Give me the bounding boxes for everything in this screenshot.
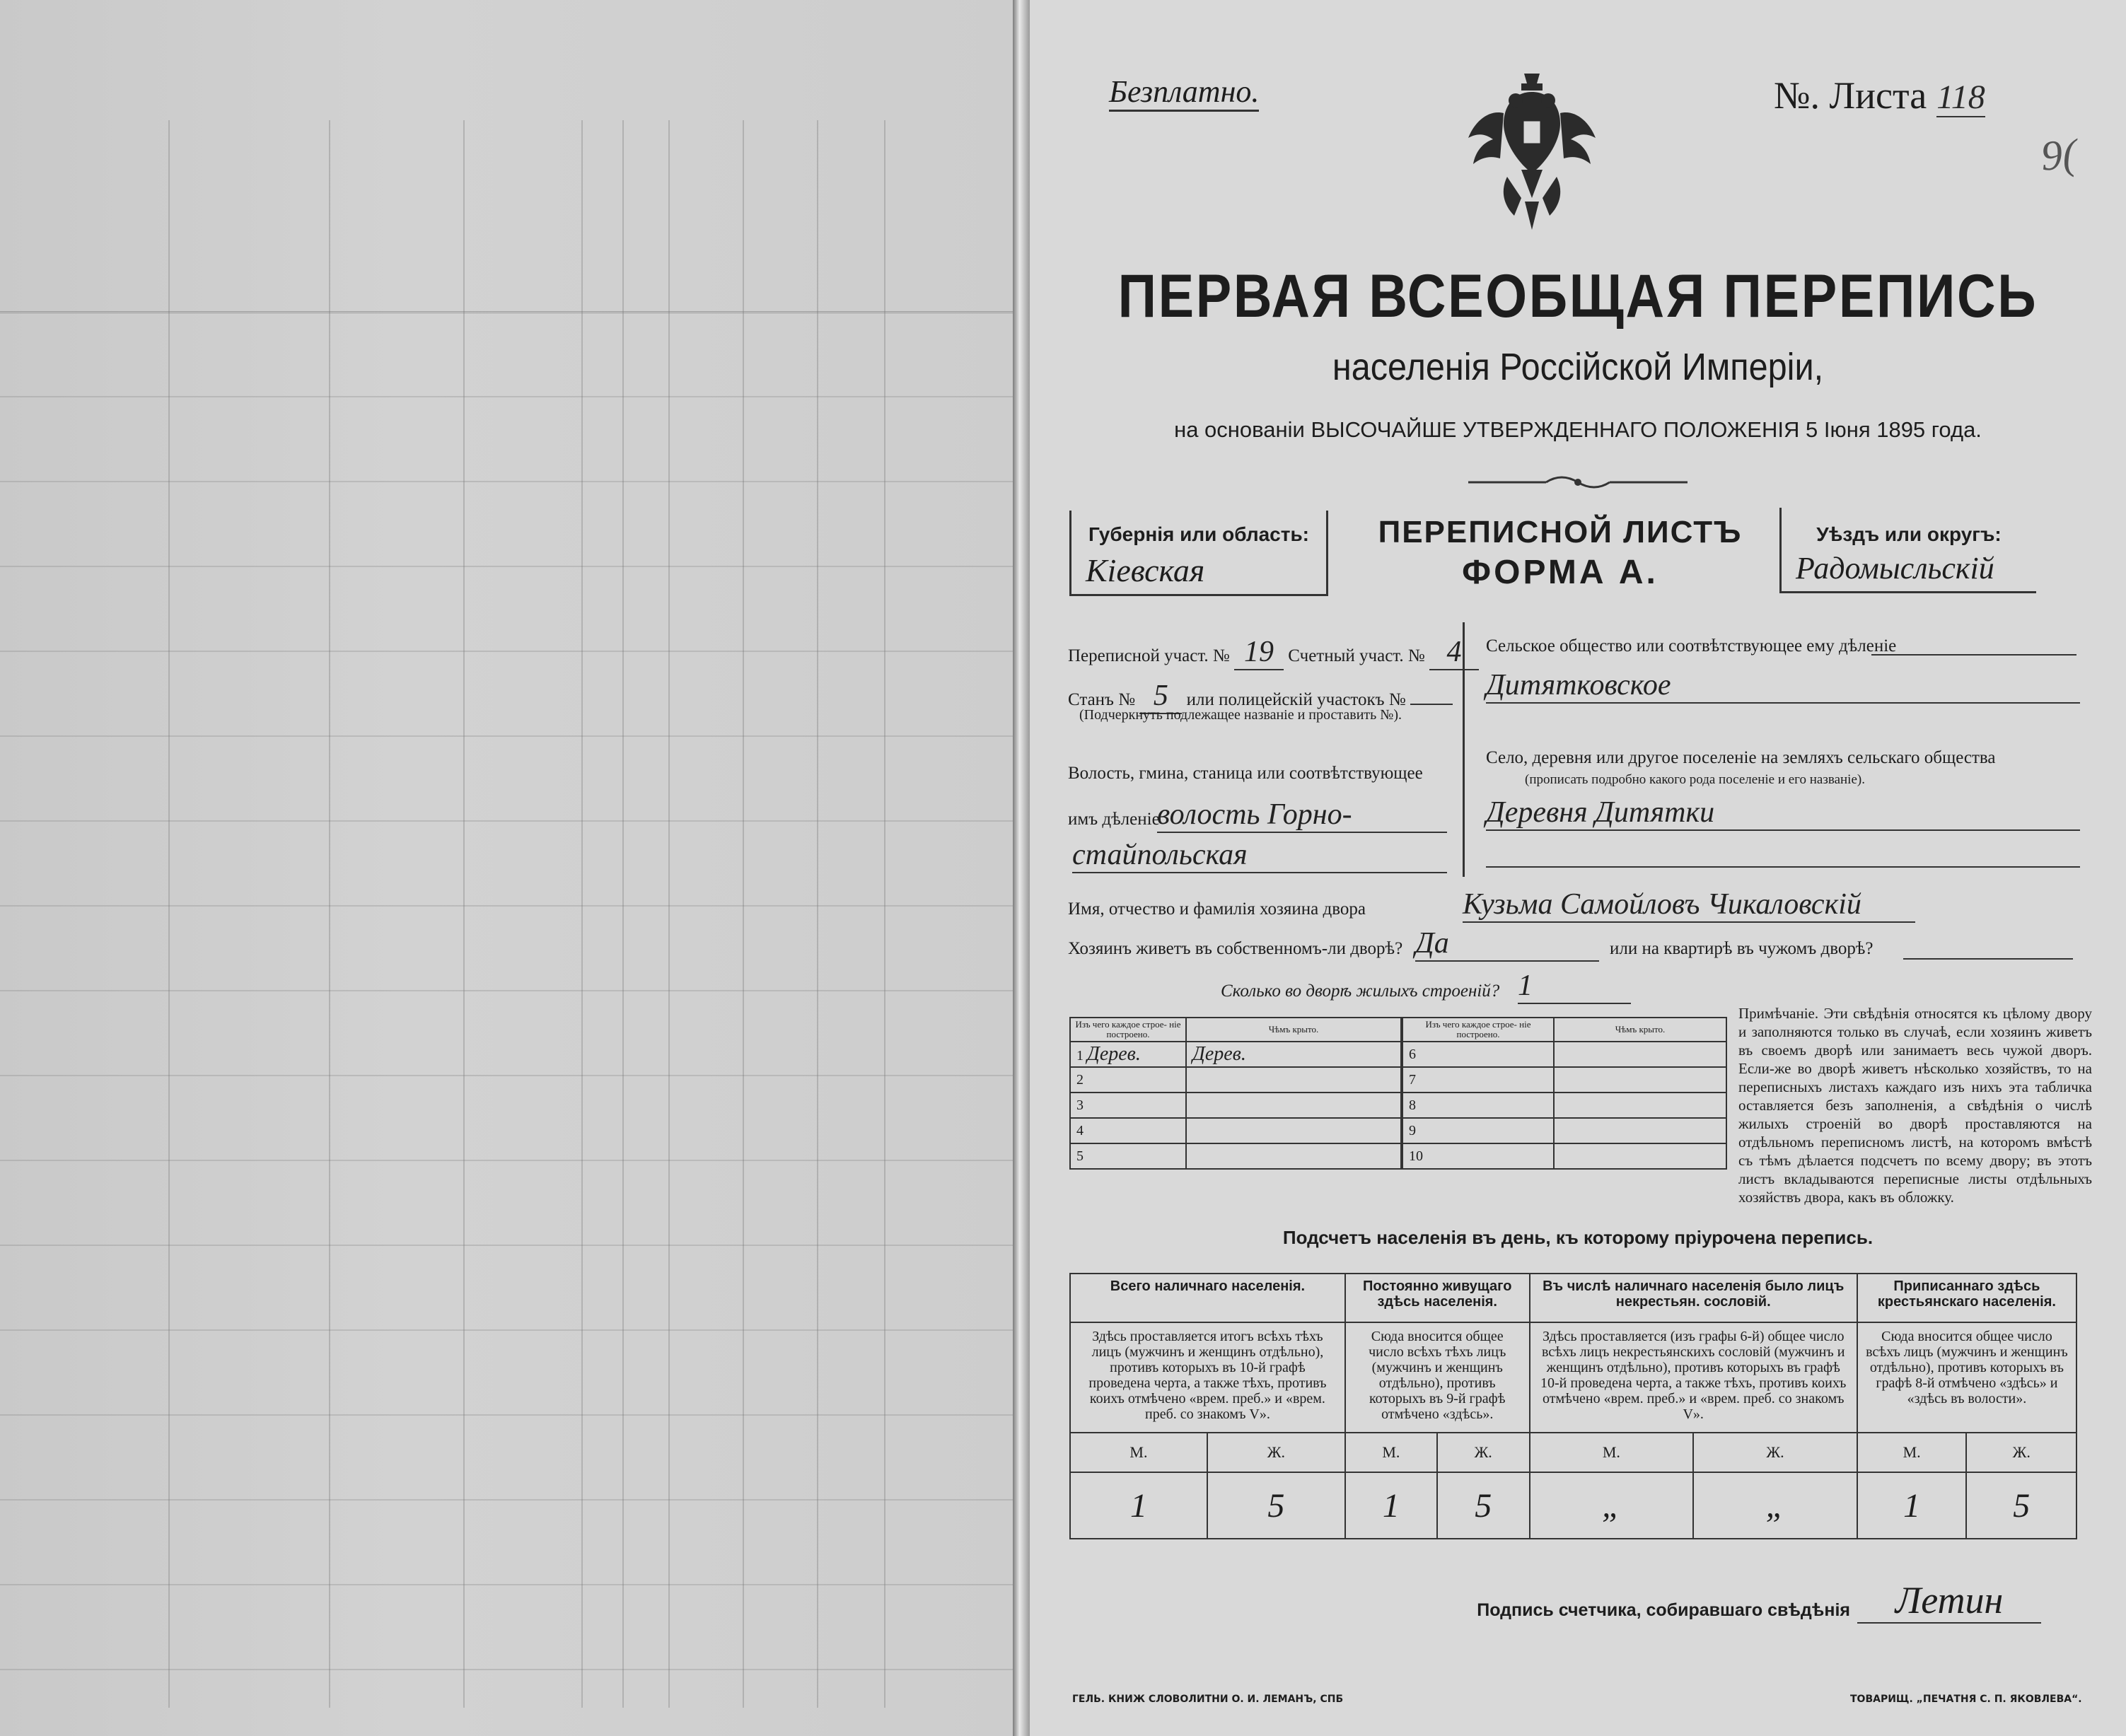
ghost-column-line xyxy=(581,120,583,1708)
table-row xyxy=(1402,1067,1726,1093)
ghost-column-line xyxy=(168,120,170,1708)
obshchestvo-label: Сельское общество или соотвѣтствующее ему дѣленіе xyxy=(1486,636,1897,656)
table-row xyxy=(1402,1118,1726,1143)
male-label: М. xyxy=(1070,1433,1207,1472)
ghost-row-line xyxy=(0,396,1013,397)
col-material-header: Изъ чего каждое строе- ніе построено. xyxy=(1402,1018,1554,1042)
roof-value xyxy=(1554,1042,1726,1067)
buildings-table-left xyxy=(1069,1017,1402,1170)
page-subtitle: населенія Россійской Имперіи, xyxy=(1332,346,1824,388)
female-label: Ж. xyxy=(1693,1433,1857,1472)
volost-value-2: стайпольская xyxy=(1072,838,1447,873)
male-label: М. xyxy=(1530,1433,1694,1472)
owner-value: Кузьма Самойловъ Чикаловскій xyxy=(1463,887,1915,923)
nonpeasant-female-value: „ xyxy=(1693,1472,1857,1539)
form-title: ПЕРЕПИСНОЙ ЛИСТЪ xyxy=(1378,515,1743,549)
roof-value xyxy=(1554,1067,1726,1093)
selo-hint: (прописать подробно какого рода поселеніе и его названіе). xyxy=(1525,772,1865,787)
census-form-page xyxy=(1030,0,2126,1736)
uezd-label: Уѣздъ или округъ: xyxy=(1816,523,2002,545)
stan-label: Станъ № xyxy=(1068,690,1136,709)
volost-value-1: волость Горно- xyxy=(1157,798,1447,833)
ghost-row-line xyxy=(0,1669,1013,1670)
rent-blank xyxy=(1903,958,2073,960)
legal-basis-line: на основаніи ВЫСОЧАЙШЕ УТВЕРЖДЕННАГО ПОЛОЖЕНІЯ 5 Іюня 1895 года. xyxy=(1174,417,1982,442)
row-number: 1 xyxy=(1076,1048,1084,1064)
ghost-column-line xyxy=(668,120,670,1708)
ghost-row-line xyxy=(0,1499,1013,1501)
enumerator-signature: Летин xyxy=(1857,1578,2041,1624)
count-col-nonpeasant-desc: Здѣсь проставляется (изъ графы 6-й) общее число всѣхъ лицъ некрестьянскихъ сословій (мужчинъ и женщинъ отдѣльно), противъ которыхъ въ графѣ 10-й проведена черта, а также тѣхъ, противъ коихъ отмѣчено «врем. преб.» и «врем. преб. со знакомъ V». xyxy=(1530,1322,1857,1433)
selo-label: Село, деревня или другое поселеніе на земляхъ сельскаго общества xyxy=(1486,748,1996,767)
book-spine xyxy=(1013,0,1030,1736)
row-number: 6 xyxy=(1402,1042,1554,1067)
table-row xyxy=(1402,1042,1726,1067)
roof-value xyxy=(1186,1093,1401,1118)
male-label: М. xyxy=(1345,1433,1437,1472)
female-label: Ж. xyxy=(1437,1433,1530,1472)
gubernia-value: Кіевская xyxy=(1086,552,1205,588)
ghost-row-line xyxy=(0,820,1013,822)
ornament-divider-icon xyxy=(1468,474,1688,491)
obshchestvo-blank xyxy=(1871,654,2076,656)
stan-value: 5 xyxy=(1139,679,1182,714)
uchastok-field xyxy=(1068,635,1479,670)
ghost-row-line xyxy=(0,651,1013,652)
selo-blank-line xyxy=(1486,866,2080,868)
ghost-row-line xyxy=(0,481,1013,482)
sheet-number xyxy=(1774,74,1985,117)
selo-value: Деревня Дитятки xyxy=(1486,796,2080,831)
male-label: М. xyxy=(1857,1433,1967,1472)
stan-rest-label: или полицейскій участокъ № xyxy=(1186,690,1406,709)
schet-value: 4 xyxy=(1429,635,1479,670)
ghost-column-line xyxy=(622,120,624,1708)
roof-value: Дерев. xyxy=(1192,1043,1246,1065)
table-row xyxy=(1070,1067,1401,1093)
count-col-total-header: Всего наличнаго населенія. xyxy=(1070,1274,1345,1322)
free-label: Безплатно. xyxy=(1109,74,1259,112)
roof-value xyxy=(1554,1093,1726,1118)
roof-value xyxy=(1186,1143,1401,1169)
ghost-row-line xyxy=(0,990,1013,991)
table-row xyxy=(1402,1093,1726,1118)
permanent-female-value: 5 xyxy=(1437,1472,1530,1539)
ghost-row-line xyxy=(0,566,1013,567)
roof-value xyxy=(1554,1118,1726,1143)
corner-handwritten-note: 9( xyxy=(2039,130,2079,180)
count-col-permanent-header: Постоянно живущаго здѣсь населенія. xyxy=(1345,1274,1530,1322)
ghost-column-line xyxy=(817,120,818,1708)
uchastok-label: Переписной участ. № xyxy=(1068,646,1230,665)
signature-label: Подпись счетчика, собиравшаго свѣдѣнія xyxy=(1477,1600,1850,1620)
owner-field xyxy=(1068,899,1366,919)
ghost-column-line xyxy=(329,120,330,1708)
permanent-male-value: 1 xyxy=(1345,1472,1437,1539)
volost-label: Волость, гмина, станица или соотвѣтствующее xyxy=(1068,764,1423,783)
table-row xyxy=(1070,1143,1401,1169)
uezd-box xyxy=(1779,508,2036,593)
uezd-value: Радомысльскій xyxy=(1796,551,1994,586)
page-title: ПЕРВАЯ ВСЕОБЩАЯ ПЕРЕПИСЬ xyxy=(1117,262,2038,330)
col-roof-header: Чѣмъ крыто. xyxy=(1186,1018,1401,1042)
roof-value xyxy=(1186,1118,1401,1143)
total-male-value: 1 xyxy=(1070,1472,1207,1539)
row-number: 4 xyxy=(1070,1118,1186,1143)
stan-hint: (Подчеркнуть подлежащее названіе и проставить №). xyxy=(1079,707,1402,723)
rent-label: или на квартирѣ въ чужомъ дворѣ? xyxy=(1610,939,1874,958)
col-roof-header: Чѣмъ крыто. xyxy=(1554,1018,1726,1042)
own-yard-label: Хозяинъ живетъ въ собственномъ-ли дворѣ? xyxy=(1068,939,1403,958)
registered-male-value: 1 xyxy=(1857,1472,1967,1539)
buildings-value: 1 xyxy=(1518,969,1631,1004)
ghost-row-line xyxy=(0,905,1013,907)
table-row xyxy=(1070,1093,1401,1118)
material-value: Дерев. xyxy=(1087,1043,1141,1065)
female-label: Ж. xyxy=(1207,1433,1345,1472)
ghost-row-line xyxy=(0,735,1013,737)
count-col-nonpeasant-header: Въ числѣ наличнаго населенія было лицъ некрестьян. сословій. xyxy=(1530,1274,1857,1322)
row-number: 2 xyxy=(1070,1067,1186,1093)
buildings-table-right xyxy=(1402,1017,1727,1170)
row-number: 5 xyxy=(1070,1143,1186,1169)
buildings-note: Примѣчаніе. Эти свѣдѣнія относятся къ цѣлому двору и заполняются только въ случаѣ, если хозяинъ живетъ въ своемъ дворѣ или занимаетъ весь чужой дворъ. Если-же во дворѣ живетъ нѣсколько хозяйствъ, то на переписныхъ листахъ каждаго изъ нихъ эта табличка оставляется безъ заполненія, а свѣдѣнія о числѣ жилыхъ строеній во дворѣ проставляются на отдѣльномъ переписномъ листѣ, на которомъ вмѣстѣ съ тѣмъ дѣлается подсчетъ по всему двору; въ этотъ листъ вкладываются переписные листы отдѣльныхъ хозяйствъ двора, какъ въ обложку. xyxy=(1738,1005,2092,1206)
roof-value xyxy=(1554,1143,1726,1169)
ghost-row-line xyxy=(0,1160,1013,1161)
sheet-number-label: №. Листа xyxy=(1774,74,1927,117)
count-col-permanent-desc: Сюда вносится общее число всѣхъ тѣхъ лицъ (мужчинъ и женщинъ отдѣльно), противъ которыхъ въ 9-й графѣ отмѣчено «здѣсь». xyxy=(1345,1322,1530,1433)
uchastok-value: 19 xyxy=(1234,635,1284,670)
row-number: 10 xyxy=(1402,1143,1554,1169)
printer-imprint-left: ГЕЛЬ. КНИЖ СЛОВОЛИТНИ О. И. ЛЕМАНЪ, СПБ xyxy=(1072,1694,1344,1705)
nonpeasant-male-value: „ xyxy=(1530,1472,1694,1539)
row-number: 8 xyxy=(1402,1093,1554,1118)
left-page-header-band xyxy=(0,120,1013,313)
police-precinct-blank xyxy=(1410,704,1453,705)
schet-label: Счетный участ. № xyxy=(1288,646,1425,665)
table-row xyxy=(1070,1118,1401,1143)
count-col-registered-header: Приписаннаго здѣсь крестьянскаго населенія. xyxy=(1857,1274,2076,1322)
count-col-total-desc: Здѣсь проставляется итогъ всѣхъ тѣхъ лицъ (мужчинъ и женщинъ отдѣльно), противъ которыхъ въ 10-й графѣ проведена черта, а также тѣхъ, противъ коихъ отмѣчено «врем. преб.» и «врем. преб. со знакомъ V». xyxy=(1070,1322,1345,1433)
obshchestvo-value: Дитятковское xyxy=(1486,668,2080,704)
sheet-number-value: 118 xyxy=(1936,78,1985,116)
ghost-row-line xyxy=(0,1414,1013,1416)
female-label: Ж. xyxy=(1966,1433,2076,1472)
gubernia-label: Губернія или область: xyxy=(1088,523,1310,545)
count-col-registered-desc: Сюда вносится общее число всѣхъ лицъ (мужчинъ и женщинъ отдѣльно), противъ которыхъ въ графѣ 8-й отмѣчено «здѣсь» и «здѣсь въ волости». xyxy=(1857,1322,2076,1433)
ghost-column-line xyxy=(743,120,744,1708)
field-column-separator xyxy=(1463,622,1465,877)
count-section-title: Подсчетъ населенія въ день, къ которому пріурочена перепись. xyxy=(1282,1227,1874,1248)
double-headed-eagle-emblem-icon xyxy=(1465,71,1599,233)
table-row xyxy=(1070,1042,1401,1067)
registered-female-value: 5 xyxy=(1966,1472,2076,1539)
roof-value xyxy=(1186,1067,1401,1093)
own-yard-value: Да xyxy=(1415,926,1599,962)
gubernia-box xyxy=(1069,511,1328,596)
volost-label-2: имъ дѣленіе xyxy=(1068,810,1160,829)
table-row xyxy=(1402,1143,1726,1169)
col-material-header: Изъ чего каждое строе- ніе построено. xyxy=(1070,1018,1186,1042)
form-name: ФОРМА А. xyxy=(1462,554,1659,591)
row-number: 7 xyxy=(1402,1067,1554,1093)
ghost-row-line xyxy=(0,1075,1013,1076)
ghost-column-line xyxy=(463,120,465,1708)
population-count-table xyxy=(1069,1273,2077,1539)
printer-imprint-right: ТОВАРИЩ. „ПЕЧАТНЯ С. П. ЯКОВЛЕВА“. xyxy=(1850,1694,2082,1705)
ghost-row-line xyxy=(0,1245,1013,1246)
row-number: 3 xyxy=(1070,1093,1186,1118)
left-page-bleedthrough xyxy=(0,0,1013,1736)
owner-label: Имя, отчество и фамилія хозяина двора xyxy=(1068,899,1366,919)
row-number: 9 xyxy=(1402,1118,1554,1143)
ghost-row-line xyxy=(0,1329,1013,1331)
ghost-column-line xyxy=(884,120,885,1708)
buildings-label: Сколько во дворѣ жилыхъ строеній? xyxy=(1221,981,1500,1001)
ghost-row-line xyxy=(0,1584,1013,1585)
total-female-value: 5 xyxy=(1207,1472,1345,1539)
